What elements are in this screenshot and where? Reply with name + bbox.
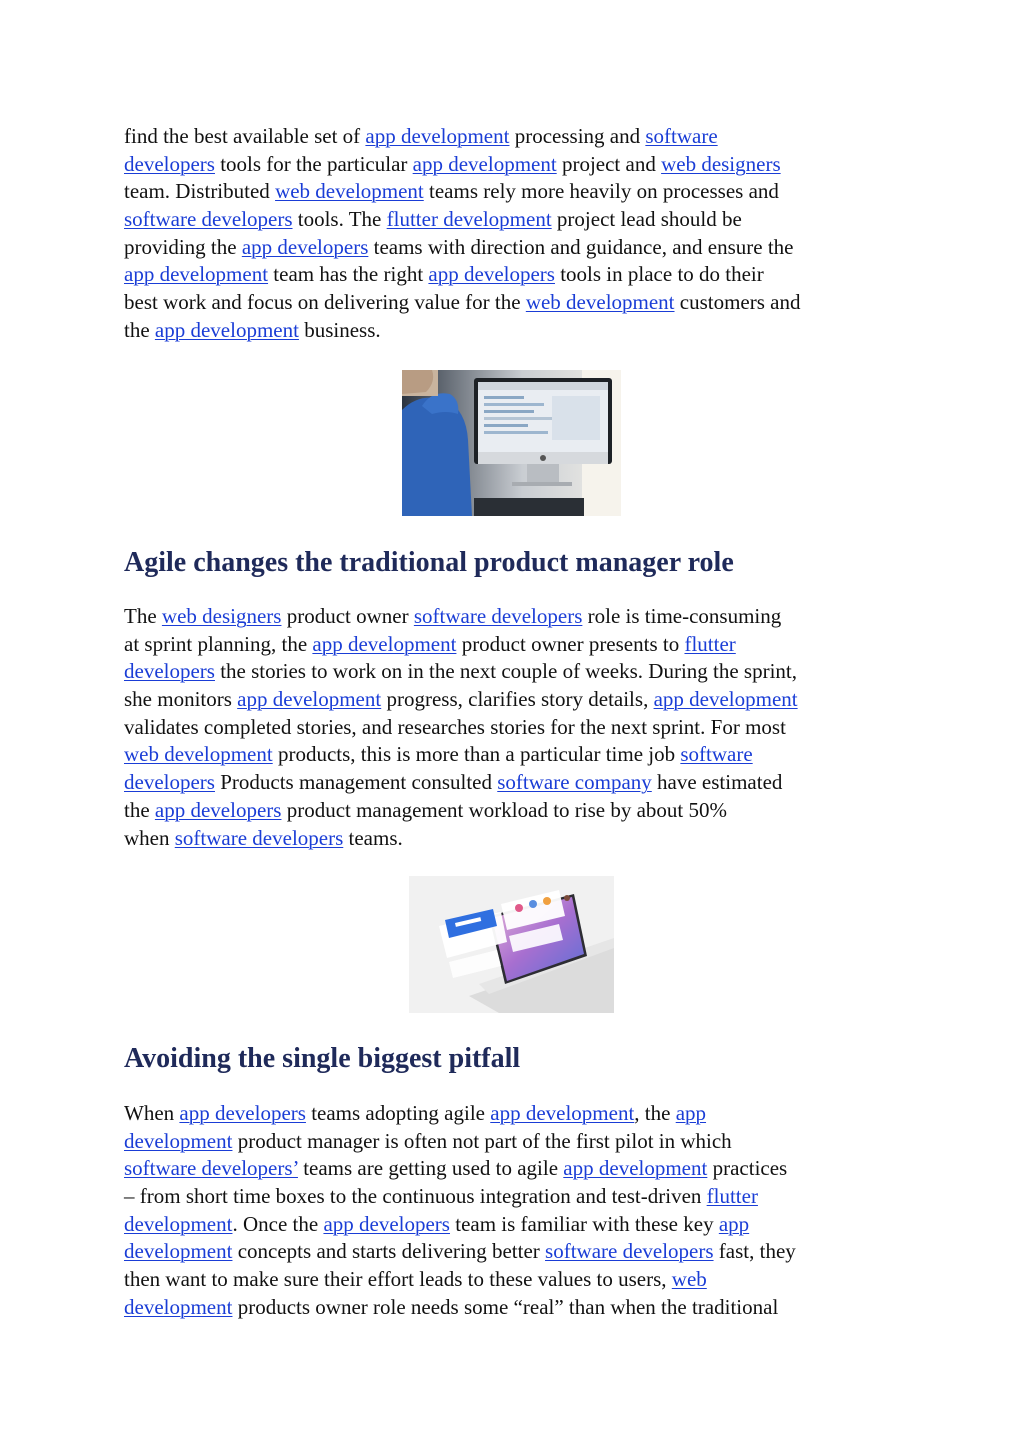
body-text: customers and bbox=[674, 290, 801, 315]
body-text: project lead should be bbox=[551, 207, 742, 232]
text-line bbox=[124, 261, 914, 289]
hyperlink[interactable]: app developers bbox=[241, 234, 369, 259]
body-text: Products management consulted bbox=[214, 770, 498, 795]
body-text: project and bbox=[556, 151, 662, 176]
hyperlink[interactable]: development bbox=[124, 1294, 233, 1319]
body-text: the bbox=[124, 317, 155, 342]
text-line bbox=[124, 1183, 914, 1211]
text-line bbox=[124, 1128, 914, 1156]
body-text: product owner bbox=[281, 604, 414, 628]
hyperlink[interactable]: app developers bbox=[179, 1101, 306, 1125]
hyperlink[interactable]: developers bbox=[124, 659, 215, 684]
body-text: teams. bbox=[343, 825, 403, 850]
body-text: The bbox=[124, 604, 162, 628]
text-line bbox=[124, 1211, 914, 1239]
body-text: product management workload to rise by about 50% bbox=[281, 797, 728, 822]
body-text: product owner presents to bbox=[456, 631, 685, 656]
hyperlink[interactable]: web development bbox=[525, 290, 675, 315]
body-text: tools. The bbox=[292, 207, 387, 232]
body-text: the stories to work on in the next couple of weeks. During the sprint, bbox=[214, 659, 798, 684]
hyperlink[interactable]: app development bbox=[490, 1101, 635, 1125]
body-text: products owner role needs some “real” than when the traditional bbox=[232, 1294, 779, 1319]
hyperlink[interactable]: app bbox=[675, 1101, 707, 1125]
mobile-app-mockup-image bbox=[409, 876, 614, 1013]
body-text: the bbox=[124, 797, 155, 822]
text-line bbox=[124, 714, 914, 742]
text-line bbox=[124, 631, 914, 659]
body-text: team has the right bbox=[268, 262, 429, 287]
body-text: find the best available set of bbox=[124, 124, 366, 148]
section-heading-pitfall: Avoiding the single biggest pitfall bbox=[124, 1043, 521, 1074]
body-text: . Once the bbox=[232, 1211, 324, 1236]
body-text: progress, clarifies story details, bbox=[381, 687, 654, 712]
body-text: tools for the particular bbox=[214, 151, 413, 176]
hyperlink[interactable]: software developers bbox=[545, 1239, 714, 1264]
text-line bbox=[124, 178, 914, 206]
hyperlink[interactable]: app development bbox=[154, 317, 299, 342]
hyperlink[interactable]: software company bbox=[497, 770, 652, 795]
body-text: validates completed stories, and researches stories for the next sprint. For most bbox=[124, 714, 786, 739]
hyperlink[interactable]: developers bbox=[124, 770, 215, 795]
body-text: providing the bbox=[124, 234, 242, 259]
hyperlink[interactable]: web development bbox=[275, 179, 424, 204]
hyperlink[interactable]: development bbox=[124, 1239, 233, 1264]
body-text: products, this is more than a particular time job bbox=[272, 742, 681, 767]
body-text: at sprint planning, the bbox=[124, 631, 313, 656]
body-text: team. Distributed bbox=[124, 179, 276, 204]
body-text: fast, they bbox=[713, 1239, 796, 1264]
hyperlink[interactable]: flutter bbox=[684, 631, 736, 656]
text-line bbox=[124, 1266, 914, 1294]
hyperlink[interactable]: app developers bbox=[428, 262, 555, 287]
text-line bbox=[124, 317, 914, 345]
hyperlink[interactable]: app development bbox=[124, 262, 269, 287]
hyperlink[interactable]: app development bbox=[365, 124, 510, 148]
section-heading-agile: Agile changes the traditional product manager role bbox=[124, 547, 734, 578]
body-text: , the bbox=[634, 1101, 676, 1125]
text-line bbox=[124, 658, 914, 686]
mobile-app-mockup-illustration bbox=[409, 876, 614, 1013]
paragraph-intro bbox=[124, 123, 914, 345]
body-text: team is familiar with these key bbox=[449, 1211, 719, 1236]
text-line bbox=[124, 797, 914, 825]
body-text: concepts and starts delivering better bbox=[232, 1239, 546, 1264]
text-line bbox=[124, 1238, 914, 1266]
hyperlink[interactable]: software bbox=[645, 124, 718, 148]
text-line bbox=[124, 825, 914, 853]
body-text: teams rely more heavily on processes and bbox=[423, 179, 779, 204]
text-line bbox=[124, 1100, 914, 1128]
hyperlink[interactable]: developers bbox=[124, 151, 215, 176]
paragraph-pitfall bbox=[124, 1100, 914, 1322]
hyperlink[interactable]: app developers bbox=[323, 1211, 450, 1236]
body-text: – from short time boxes to the continuous integration and test-driven bbox=[124, 1184, 707, 1209]
body-text: then want to make sure their effort leads to these values to users, bbox=[124, 1267, 672, 1292]
text-line bbox=[124, 1155, 914, 1183]
body-text: best work and focus on delivering value for the bbox=[124, 290, 526, 315]
body-text: when bbox=[124, 825, 175, 850]
hyperlink[interactable]: web designers bbox=[161, 604, 282, 628]
hyperlink[interactable]: app bbox=[718, 1211, 750, 1236]
hyperlink[interactable]: app development bbox=[653, 687, 798, 712]
text-line bbox=[124, 686, 914, 714]
text-line bbox=[124, 603, 914, 631]
hyperlink[interactable]: web development bbox=[124, 742, 273, 767]
hyperlink[interactable]: software developers bbox=[124, 207, 293, 232]
hyperlink[interactable]: app development bbox=[237, 687, 382, 712]
text-line bbox=[124, 151, 914, 179]
hyperlink[interactable]: software developers bbox=[174, 825, 344, 850]
body-text: she monitors bbox=[124, 687, 238, 712]
text-line bbox=[124, 289, 914, 317]
body-text: teams with direction and guidance, and ensure the bbox=[368, 234, 794, 259]
body-text: business. bbox=[298, 317, 381, 342]
developer-at-computer-image bbox=[402, 370, 621, 516]
hyperlink[interactable]: development bbox=[124, 1128, 233, 1153]
hyperlink[interactable]: software developers’ bbox=[124, 1156, 298, 1181]
body-text: role is time-consuming bbox=[582, 604, 782, 628]
body-text: product manager is often not part of the first pilot in which bbox=[232, 1128, 732, 1153]
hyperlink[interactable]: flutter development bbox=[386, 207, 552, 232]
developer-at-computer-illustration bbox=[402, 370, 621, 516]
text-line bbox=[124, 741, 914, 769]
hyperlink[interactable]: app development bbox=[563, 1156, 708, 1181]
hyperlink[interactable]: software developers bbox=[413, 604, 583, 628]
body-text: tools in place to do their bbox=[554, 262, 764, 287]
hyperlink[interactable]: flutter bbox=[706, 1184, 758, 1209]
hyperlink[interactable]: development bbox=[124, 1211, 233, 1236]
text-line bbox=[124, 1294, 914, 1322]
text-line bbox=[124, 206, 914, 234]
hyperlink[interactable]: web designers bbox=[661, 151, 781, 176]
body-text: teams are getting used to agile bbox=[297, 1156, 564, 1181]
hyperlink[interactable]: software bbox=[680, 742, 753, 767]
body-text: have estimated bbox=[651, 770, 783, 795]
body-text: When bbox=[124, 1101, 180, 1125]
hyperlink[interactable]: web bbox=[671, 1267, 707, 1292]
text-line bbox=[124, 123, 914, 151]
hyperlink[interactable]: app development bbox=[412, 151, 557, 176]
body-text: processing and bbox=[509, 124, 646, 148]
body-text: teams adopting agile bbox=[305, 1101, 491, 1125]
body-text: practices bbox=[707, 1156, 788, 1181]
text-line bbox=[124, 769, 914, 797]
hyperlink[interactable]: app developers bbox=[154, 797, 282, 822]
hyperlink[interactable]: app development bbox=[312, 631, 457, 656]
paragraph-product-owner bbox=[124, 603, 914, 852]
text-line bbox=[124, 234, 914, 262]
